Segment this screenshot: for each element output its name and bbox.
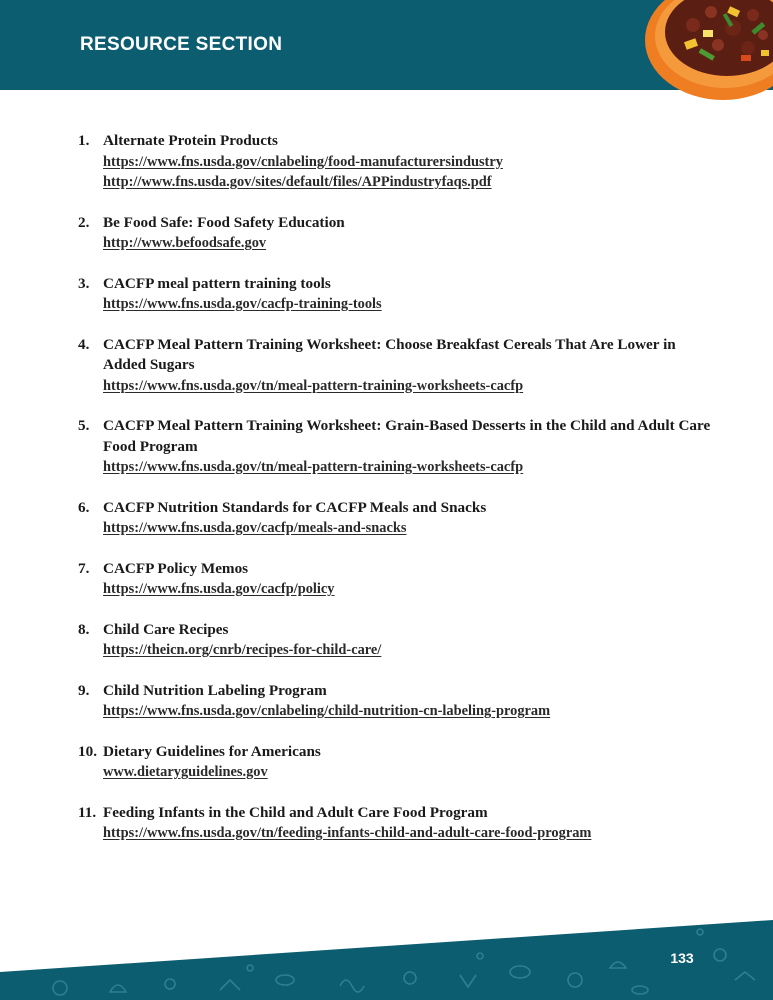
resource-title: Be Food Safe: Food Safety Education	[103, 213, 345, 231]
resource-title: Dietary Guidelines for Americans	[103, 742, 321, 760]
page-header	[0, 0, 773, 90]
resource-link[interactable]: http://www.fns.usda.gov/sites/default/files/APPindustryfaqs.pdf	[103, 174, 492, 190]
list-item	[78, 620, 718, 661]
list-item	[78, 559, 718, 600]
list-item	[78, 335, 718, 397]
item-number: 11.	[78, 803, 97, 821]
list-item	[78, 131, 718, 193]
item-number: 4.	[78, 335, 90, 353]
item-number: 7.	[78, 559, 90, 577]
resource-link[interactable]: www.dietaryguidelines.gov	[103, 764, 268, 780]
list-item	[78, 498, 718, 539]
resource-link[interactable]: https://www.fns.usda.gov/cacfp/policy	[103, 581, 335, 597]
section-title: RESOURCE SECTION	[80, 34, 283, 55]
item-number: 10.	[78, 742, 97, 760]
food-doodle-pattern-icon	[0, 920, 773, 1000]
item-number: 8.	[78, 620, 90, 638]
list-item	[78, 274, 718, 315]
resource-title: Child Nutrition Labeling Program	[103, 681, 327, 699]
item-number: 3.	[78, 274, 90, 292]
page-number: 133	[670, 950, 694, 966]
list-item	[78, 416, 718, 478]
item-number: 2.	[78, 213, 90, 231]
item-number: 1.	[78, 132, 90, 149]
resource-title: CACFP Nutrition Standards for CACFP Meals and Snacks	[103, 498, 487, 516]
resource-link[interactable]: https://theicn.org/cnrb/recipes-for-child-care/	[103, 642, 382, 658]
resource-title: Child Care Recipes	[103, 620, 229, 638]
resource-link[interactable]: https://www.fns.usda.gov/tn/meal-pattern-training-worksheets-cacfp	[103, 459, 524, 475]
resource-title: CACFP Meal Pattern Training Worksheet: Grain-Based Desserts in the Child and Adult Care Food Program	[103, 417, 711, 455]
resource-link[interactable]: https://www.fns.usda.gov/cacfp-training-tools	[103, 296, 382, 312]
list-item	[78, 742, 718, 783]
list-item	[78, 213, 718, 254]
resource-title: CACFP Meal Pattern Training Worksheet: Choose Breakfast Cereals That Are Lower in Added Sugars	[103, 335, 676, 373]
resource-title: CACFP Policy Memos	[103, 559, 249, 577]
item-number: 5.	[78, 417, 90, 434]
bean-chili-bowl-icon	[633, 0, 773, 110]
list-item	[78, 803, 718, 844]
resource-link[interactable]: http://www.befoodsafe.gov	[103, 235, 267, 251]
item-number: 9.	[78, 681, 90, 699]
resource-title: Alternate Protein Products	[103, 132, 278, 149]
resource-link[interactable]: https://www.fns.usda.gov/cacfp/meals-and-snacks	[103, 520, 407, 536]
item-number: 6.	[78, 498, 90, 516]
resource-link[interactable]: https://www.fns.usda.gov/cnlabeling/child-nutrition-cn-labeling-program	[103, 703, 551, 719]
resource-list	[78, 131, 718, 864]
resource-link[interactable]: https://www.fns.usda.gov/tn/feeding-infants-child-and-adult-care-food-program	[103, 825, 592, 841]
resource-link[interactable]: https://www.fns.usda.gov/tn/meal-pattern-training-worksheets-cacfp	[103, 377, 524, 394]
resource-title: CACFP meal pattern training tools	[103, 274, 331, 292]
resource-title: Feeding Infants in the Child and Adult Care Food Program	[103, 803, 488, 821]
list-item	[78, 681, 718, 722]
resource-link[interactable]: https://www.fns.usda.gov/cnlabeling/food-manufacturersindustry	[103, 153, 503, 170]
